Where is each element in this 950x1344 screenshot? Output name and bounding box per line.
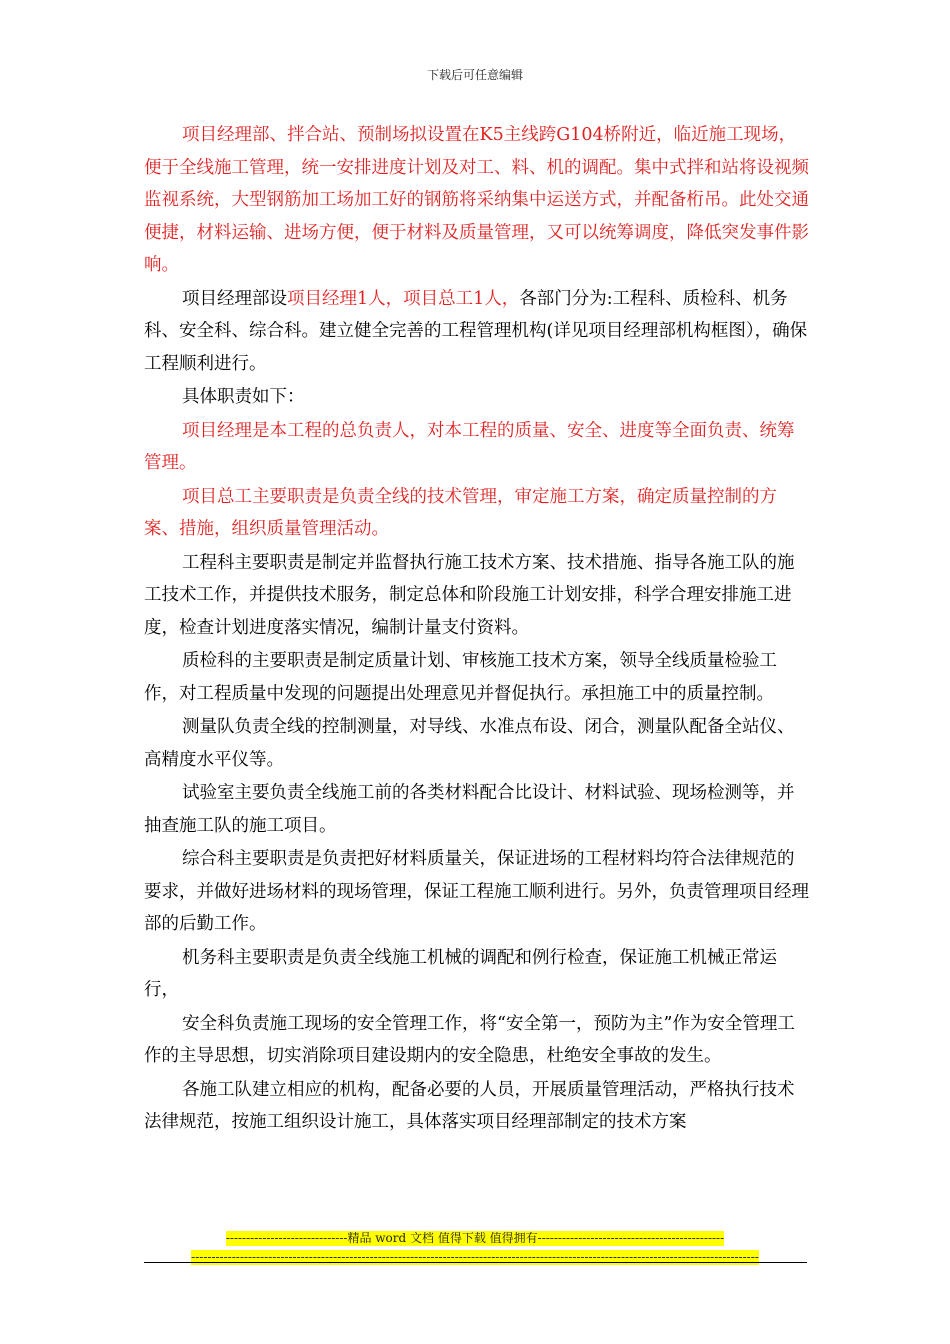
page-header: 下载后可任意编辑 [426,68,523,82]
footer-rule [144,1262,807,1263]
paragraph-organization [144,283,809,381]
footer-dash-line: -------------------------------------------------------------------------------------------------------------------------------------------- [191,1250,759,1264]
paragraph-site-location: 项目经理部、拌合站、预制场拟设置在K5主线跨G104桥附近，临近施工现场， 便于全线施工管理，统一安排进度计划及对工、料、机的调配。集中式拌和站将设视频监视系统，大型钢筋加工场加工好的钢筋将采纳集中运送方式，并配备桁吊。此处交通便捷，材料运输、进场方便，便于材料及质量管理，又可以统筹调度，降低突发事件影响。 [144,125,809,275]
paragraph-construction-teams: 各施工队建立相应的机构，配备必要的人员，开展质量管理活动，严格执行技术法律规范，按施工组织设计施工，具体落实项目经理部制定的技术方案 [144,1079,795,1132]
organization-staffing-highlight: 项目经理1人，项目总工1人， [287,288,520,309]
paragraph-machinery-dept: 机务科主要职责是负责全线施工机械的调配和例行检查，保证施工机械正常运行， [144,947,777,1000]
paragraph-safety-dept: 安全科负责施工现场的安全管理工作，将“安全第一，预防为主”作为安全管理工作的主导思想，切实消除项目建设期内的安全隐患，杜绝安全事故的发生。 [144,1013,795,1066]
page-footer [0,1227,950,1265]
organization-departments-text: 各部门分为:工程科、质检科、机务科、安全科、综合科。建立健全完善的工程管理机构(详见项目经理部机构框图），确保工程顺利进行。 [144,288,808,374]
paragraph-laboratory: 试验室主要负责全线施工前的各类材料配合比设计、材料试验、现场检测等，并抽查施工队的施工项目。 [144,783,795,836]
organization-lead-text: 项目经理部设 [182,288,287,309]
paragraph-survey-team: 测量队负责全线的控制测量，对导线、水准点布设、闭合，测量队配备全站仪、高精度水平仪等。 [144,717,795,770]
paragraph-chief-engineer: 项目总工主要职责是负责全线的技术管理，审定施工方案，确定质量控制的方案、措施，组织质量管理活动。 [144,486,777,539]
paragraph-duties-intro: 具体职责如下： [182,387,305,407]
paragraph-engineering-dept: 工程科主要职责是制定并监督执行施工技术方案、技术措施、指导各施工队的施工技术工作，并提供技术服务，制定总体和阶段施工计划安排，科学合理安排施工进度，检查计划进度落实情况，编制计量支付资料。 [144,552,795,638]
paragraph-general-dept: 综合科主要职责是负责把好材料质量关，保证进场的工程材料均符合法律规范的要求，并做好进场材料的现场管理，保证工程施工顺利进行。另外，负责管理项目经理部的后勤工作。 [144,849,809,934]
paragraph-project-manager: 项目经理是本工程的总负责人，对本工程的质量、安全、进度等全面负责、统筹管理。 [144,420,795,473]
paragraph-quality-dept: 质检科的主要职责是制定质量计划、审核施工技术方案，领导全线质量检验工作，对工程质量中发现的问题提出处理意见并督促执行。承担施工中的质量控制。 [144,651,777,704]
document-body [144,119,809,1139]
footer-banner-line: ------------------------------精品 word 文档 值得下载 值得拥有---------------------------------------------- [225,1231,725,1245]
